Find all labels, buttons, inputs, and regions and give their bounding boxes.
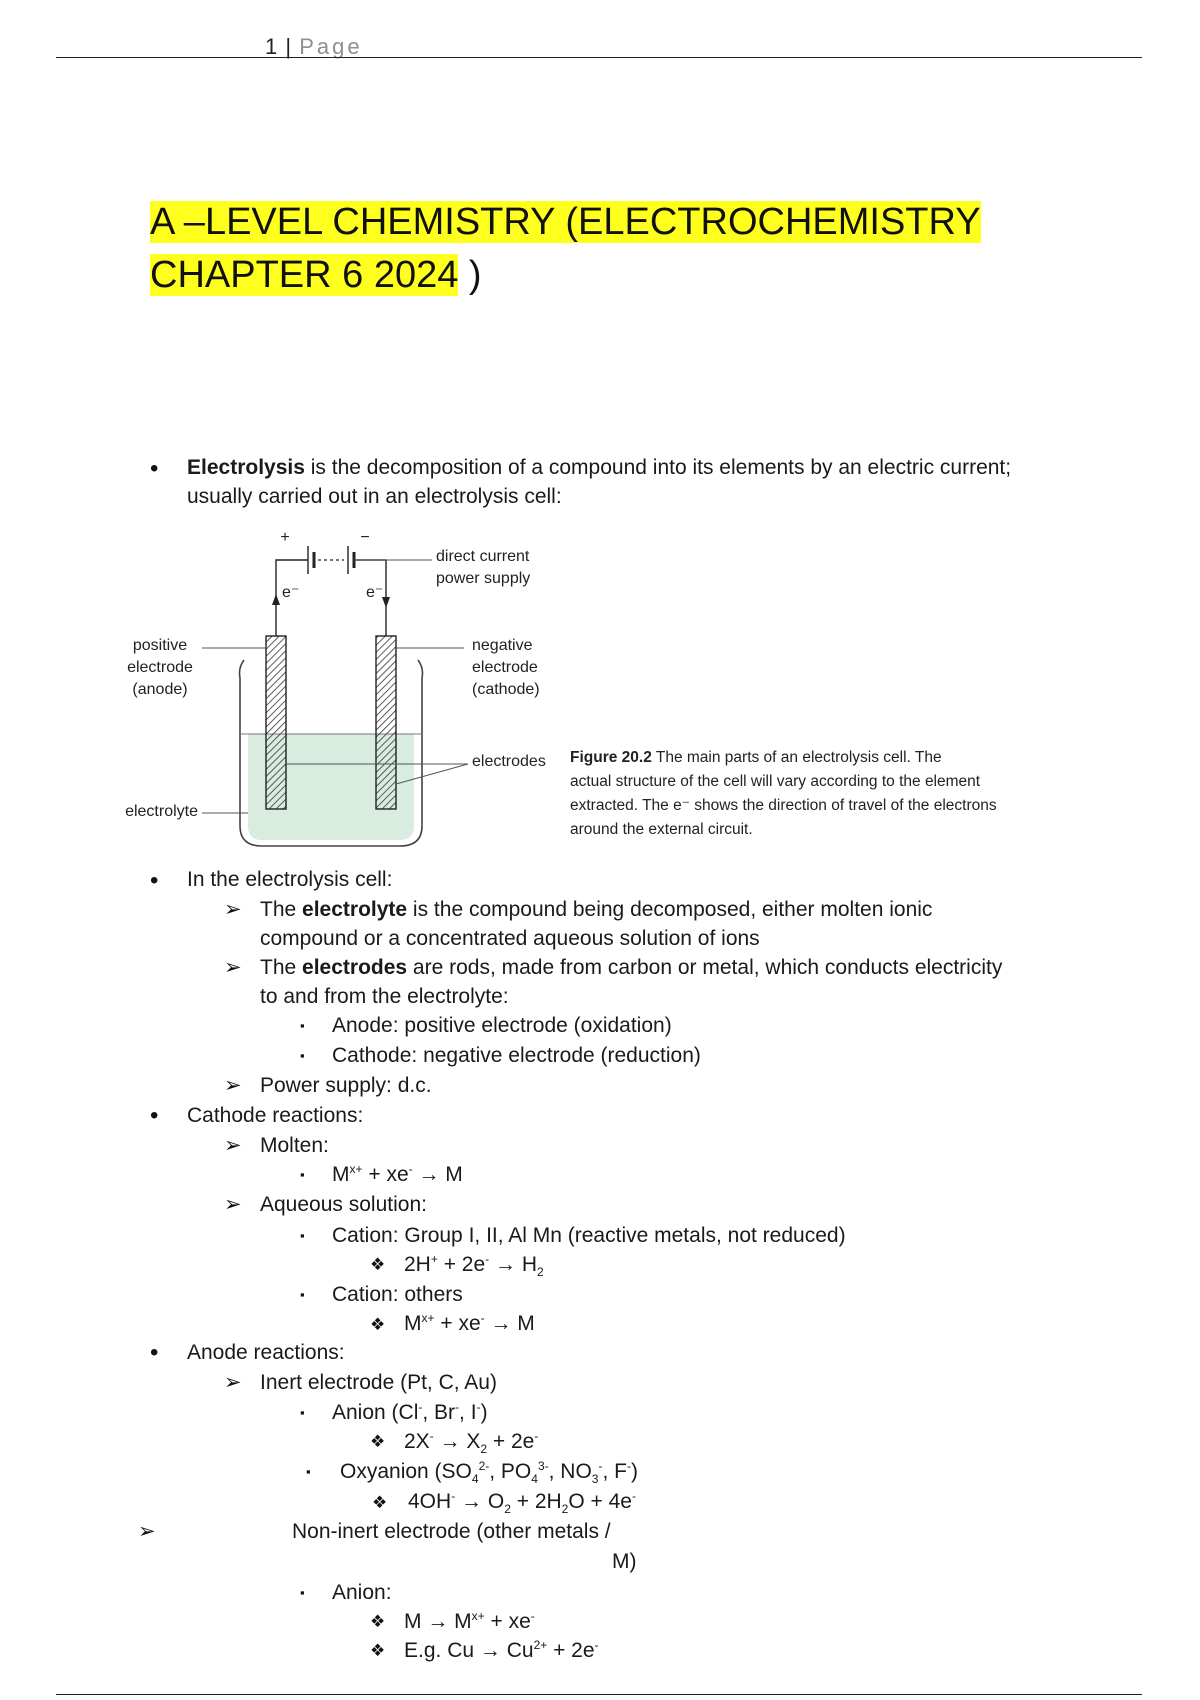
equation-halogen: $2X^- \to X_2 + 2e^-$: [404, 1429, 539, 1457]
negative-electrode-label: negative electrode (cathode): [472, 637, 540, 698]
cell-heading: In the electrolysis cell:: [187, 868, 393, 891]
plus-label: +: [280, 529, 290, 546]
cathode-definition: Cathode: negative electrode (reduction): [332, 1044, 701, 1067]
intro-line-1: Electrolysis is the decomposition of a compound into its elements by an electric current;: [187, 456, 1012, 479]
figure-caption: Figure 20.2 The main parts of an electrolysis cell. The actual structure of the cell will vary according to the element extracted. The e⁻ shows the direction of travel of the electrons around the external circuit.: [570, 749, 997, 838]
inert-electrode: Inert electrode (Pt, C, Au): [260, 1371, 497, 1394]
equation-molten-reduction: $M^{x+} + xe^- \to M$: [332, 1162, 463, 1186]
anode-rod: [266, 636, 286, 809]
cathode-reactions-heading: Cathode reactions:: [187, 1104, 364, 1127]
bullet-marker: •: [150, 867, 159, 894]
square-marker: ▪: [300, 1018, 305, 1033]
arrow-up: [272, 594, 280, 605]
bullet-marker: •: [150, 1102, 159, 1129]
electrolysis-cell-diagram: [118, 528, 558, 848]
electron-label-right: e⁻: [366, 584, 384, 601]
anode-definition: Anode: positive electrode (oxidation): [332, 1014, 672, 1037]
diamond-marker: ❖: [370, 1255, 386, 1274]
cathode-rod: [376, 636, 396, 809]
anion-label: Anion:: [332, 1581, 392, 1604]
arrow-marker: ➢: [224, 898, 242, 921]
arrow-marker: ➢: [224, 956, 242, 979]
equation-metal-oxidation: $M \to M^{x+} + xe^-$: [404, 1609, 535, 1633]
anode-reactions-heading: Anode reactions:: [187, 1341, 345, 1364]
arrow-marker: ➢: [224, 1193, 242, 1216]
aqueous-label: Aqueous solution:: [260, 1193, 427, 1216]
bullet-marker: •: [150, 1339, 159, 1366]
diamond-marker: ❖: [370, 1432, 386, 1451]
square-marker: ▪: [300, 1405, 305, 1420]
power-supply: Power supply: d.c.: [260, 1074, 432, 1097]
power-supply-label: direct current power supply: [436, 548, 531, 587]
page-number: 1 | Page: [265, 34, 363, 59]
oxyanion: Oxyanion ($SO_4^{2-}$, $PO_4^{3-}$, $NO_3^-$, F-): [340, 1459, 638, 1487]
intro-line-2: usually carried out in an electrolysis cell:: [187, 485, 562, 508]
noninert-line-2: M): [612, 1550, 637, 1573]
equation-copper-example: E.g. $Cu \to Cu^{2+} + 2e^-$: [404, 1638, 599, 1662]
electrolyte-line-1: The electrolyte is the compound being decomposed, either molten ionic: [260, 898, 933, 921]
equation-oxygen: $4OH^- \to O_2 + 2H_2O + 4e^-$: [408, 1489, 636, 1517]
square-marker: ▪: [300, 1228, 305, 1243]
square-marker: ▪: [300, 1167, 305, 1182]
footer-rule: [56, 1694, 1142, 1695]
document-title: A –LEVEL CHEMISTRY (ELECTROCHEMISTRY CHAPTER 6 2024 ): [150, 201, 981, 296]
diamond-marker: ❖: [370, 1612, 386, 1631]
arrow-marker: ➢: [224, 1074, 242, 1097]
electrolyte-label: electrolyte: [125, 803, 198, 820]
electrodes-line-2: to and from the electrolyte:: [260, 985, 509, 1008]
square-marker: ▪: [300, 1585, 305, 1600]
square-marker: ▪: [306, 1464, 311, 1479]
noninert-line-1: Non-inert electrode (other metals /: [292, 1520, 611, 1543]
diamond-marker: ❖: [370, 1641, 386, 1660]
minus-label: −: [360, 529, 370, 546]
cation-reactive: Cation: Group I, II, Al Mn (reactive metals, not reduced): [332, 1224, 846, 1247]
equation-metal-reduction: $M^{x+} + xe^- \to M$: [404, 1311, 535, 1335]
diamond-marker: ❖: [372, 1493, 388, 1512]
electrolyte-line-2: compound or a concentrated aqueous solution of ions: [260, 927, 760, 950]
electrodes-line-1: The electrodes are rods, made from carbon or metal, which conducts electricity: [260, 956, 1003, 979]
arrow-marker: ➢: [138, 1520, 156, 1543]
diamond-marker: ❖: [370, 1315, 386, 1334]
cation-others: Cation: others: [332, 1283, 463, 1306]
square-marker: ▪: [300, 1287, 305, 1302]
positive-electrode-label: positive electrode (anode): [127, 637, 193, 698]
molten-label: Molten:: [260, 1134, 329, 1157]
square-marker: ▪: [300, 1048, 305, 1063]
electrodes-label: electrodes: [472, 753, 546, 770]
electron-label-left: e⁻: [282, 584, 300, 601]
equation-hydrogen: $2H^+ + 2e^- \to H_2$: [404, 1252, 544, 1280]
arrow-marker: ➢: [224, 1134, 242, 1157]
anion-halides: Anion (Cl-, Br-, I-): [332, 1400, 488, 1424]
page-word: Page: [299, 34, 363, 59]
arrow-marker: ➢: [224, 1371, 242, 1394]
header-rule: [56, 57, 1142, 58]
bullet-marker: •: [150, 455, 159, 482]
